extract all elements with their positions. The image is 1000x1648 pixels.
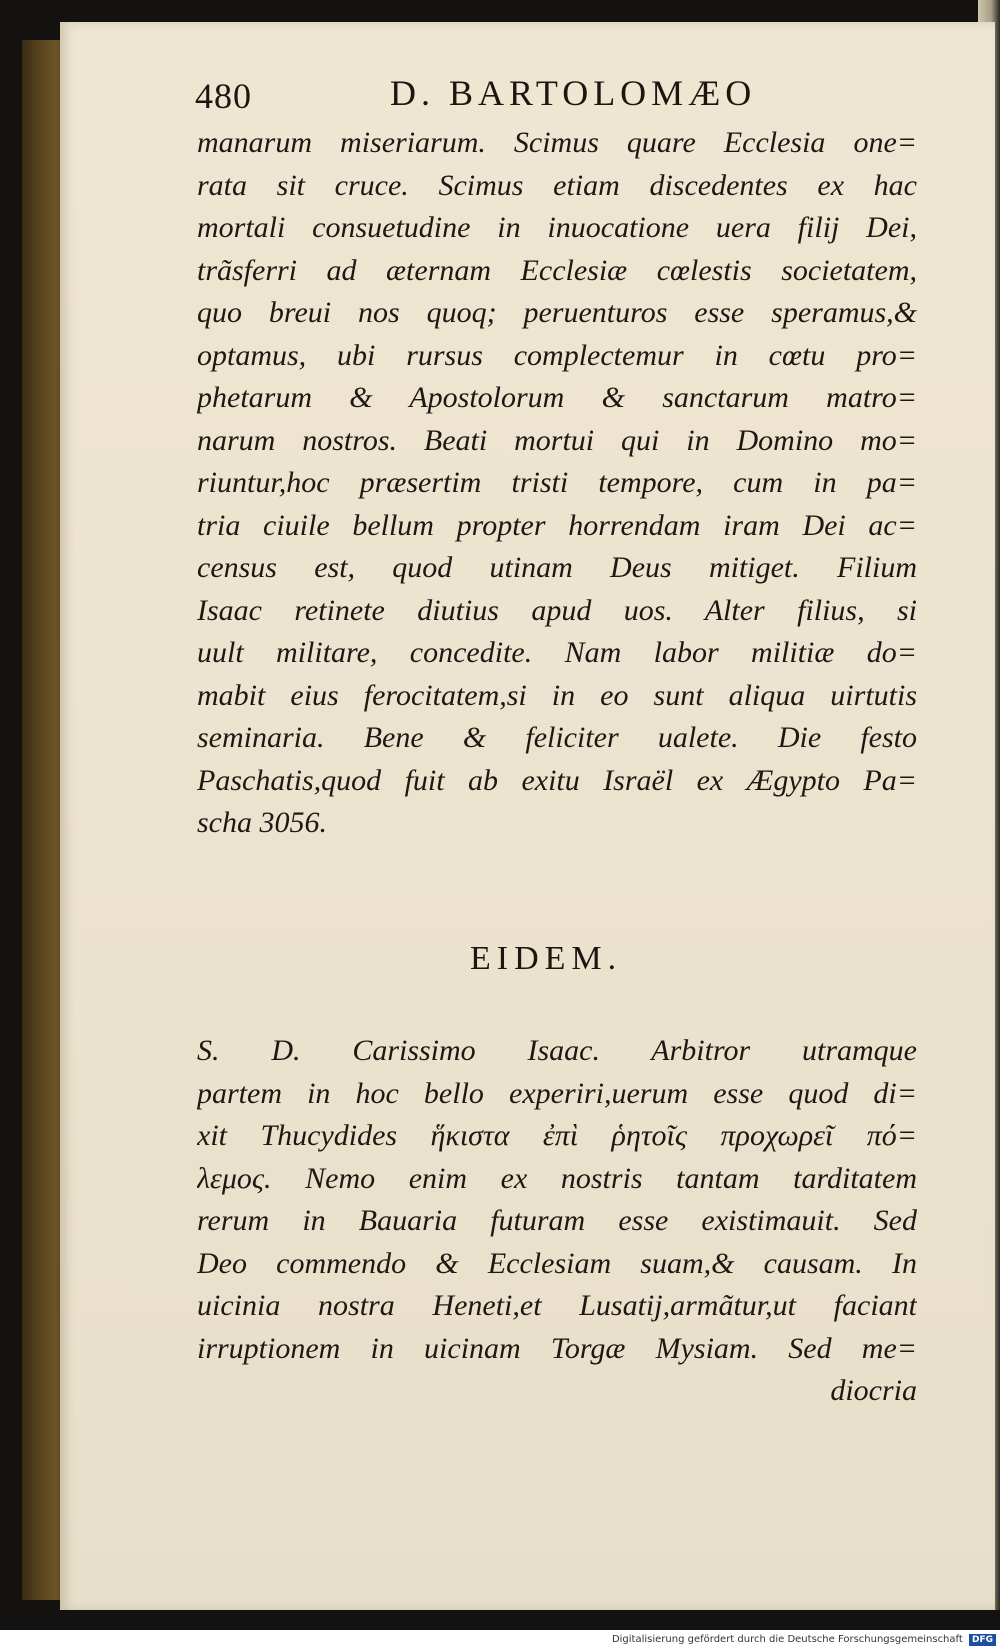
running-head: D. BARTOLOMÆO [390,73,757,113]
text-line: scha 3056. [197,806,327,839]
text-line: rerum in Bauaria futuram esse existimauit. Sed [197,1204,917,1237]
dfg-logo-icon: DFG [969,1634,996,1646]
text-line: tria ciuile bellum propter horrendam iram Dei ac= [197,508,917,542]
text-line: trãsferri ad æternam Ecclesiæ cœlestis societatem, [197,253,917,287]
text-line: mortali consuetudine in inuocatione uera filij Dei, [197,211,917,244]
text-line: seminaria. Bene & feliciter ualete. Die festo [197,721,917,754]
footer-text: Digitalisierung gefördert durch die Deutsche Forschungsgemeinschaft [611,1634,963,1645]
text-line: partem in hoc bello experiri,uerum esse quod di= [197,1076,917,1110]
text-line: uult militare, concedite. Nam labor militiæ do= [197,636,917,669]
text-line: Deo commendo & Ecclesiam suam,& causam. In [197,1246,917,1280]
digitization-footer [590,1632,1000,1648]
text-line: diocria [830,1374,917,1407]
text-line: manarum miseriarum. Scimus quare Ecclesia one= [197,126,917,159]
text-line: narum nostros. Beati mortui qui in Domino mo= [197,423,917,457]
text-line: λεμος. Nemo enim ex nostris tantam tarditatem [197,1161,917,1195]
text-line: mabit eius ferocitatem,si in eo sunt aliqua uirtutis [197,678,917,712]
text-line: optamus, ubi rursus complectemur in cœtu pro= [197,338,917,372]
text-line: uicinia nostra Heneti,et Lusatij,armãtur,ut faciant [197,1289,917,1322]
letter-text-2 [197,1030,917,1413]
text-line: Paschatis,quod fuit ab exitu Israël ex Ægypto Pa= [197,763,917,797]
text-line: phetarum & Apostolorum & sanctarum matro= [197,381,917,414]
text-line: S. D. Carissimo Isaac. Arbitror utramque [197,1034,917,1067]
text-line: rata sit cruce. Scimus etiam discedentes ex hac [197,168,917,202]
text-line: irruptionem in uicinam Torgæ Mysiam. Sed me= [197,1331,917,1365]
text-line: quo breui nos quoq; peruenturos esse speramus,& [197,296,917,329]
text-line: census est, quod utinam Deus mitiget. Filium [197,551,917,584]
page-number: 480 [195,76,252,116]
text-line: xit Thucydides ἥκιστα ἐπὶ ῥητοῖς πρoχωρεῖ πό= [197,1119,917,1152]
text-line: riuntur,hoc præsertim tristi tempore, cum in pa= [197,466,917,499]
text-line: Isaac retinete diutius apud uos. Alter filius, si [197,593,917,627]
section-heading: EIDEM. [470,940,623,977]
letter-text-1 [197,122,917,845]
